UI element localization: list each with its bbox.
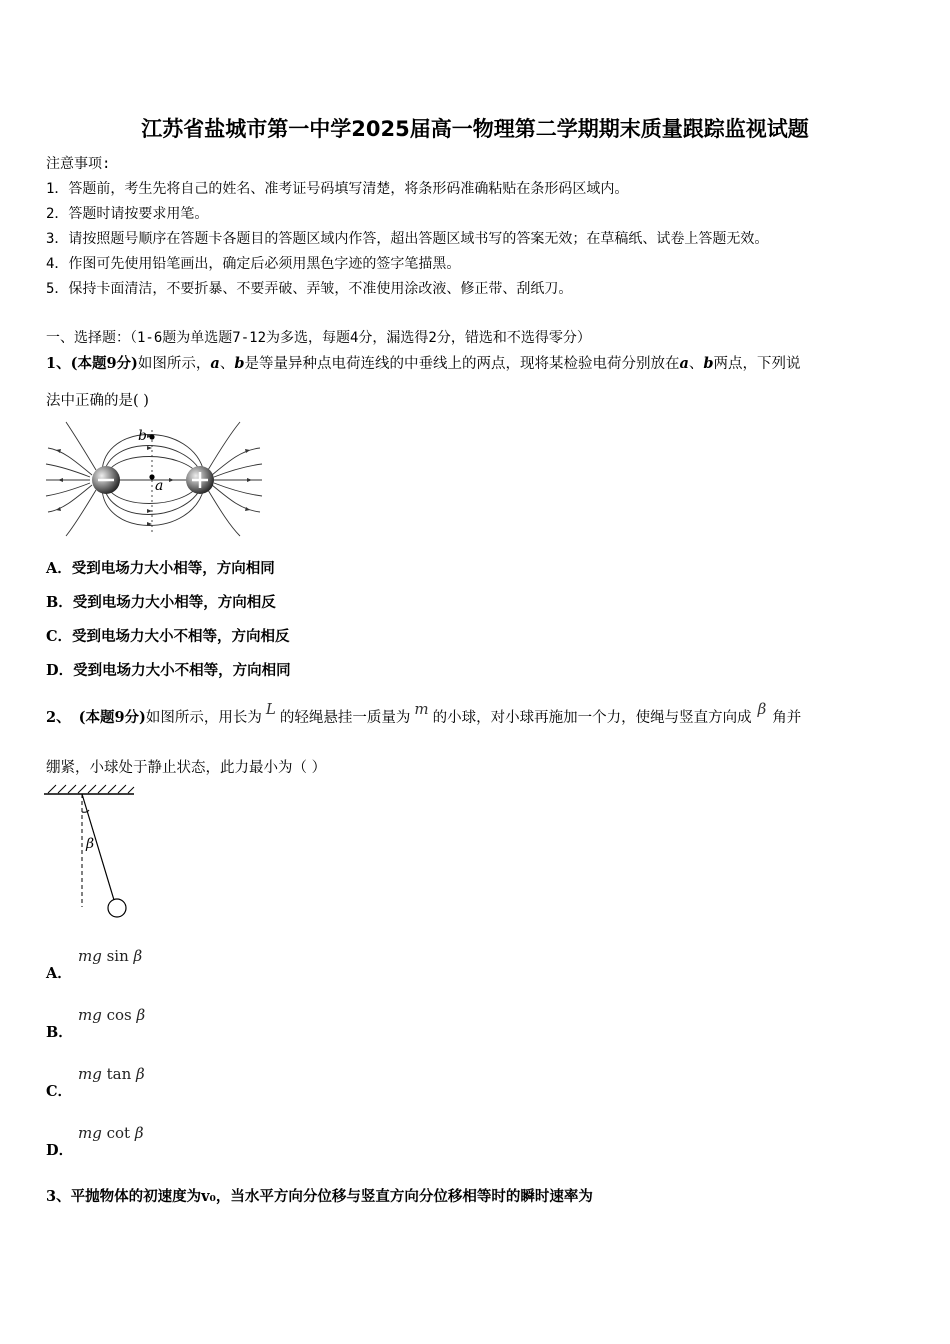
option-d[interactable]: D． [46, 1142, 74, 1159]
option-c[interactable]: C． [46, 1083, 73, 1100]
formula-fn: cos [106, 1006, 132, 1024]
option-a[interactable]: A．受到电场力大小相等，方向相同 [46, 560, 275, 577]
notice-item: 2．答题时请按要求用笔。 [46, 206, 209, 222]
ball [108, 899, 126, 917]
notice-item: 4．作图可先使用铅笔画出，确定后必须用黑色字迹的签字笔描黑。 [46, 256, 461, 272]
electric-field-figure [44, 420, 266, 538]
formula-c [78, 1065, 145, 1083]
section-heading: 一、选择题：（1-6题为单选题7-12为多选，每题4分，漏选得2分，错选和不选得零分） [46, 330, 591, 346]
exam-title: 江苏省盐城市第一中学2025届高一物理第二学期期末质量跟踪监视试题 [141, 117, 809, 141]
formula-beta: β [134, 1124, 144, 1142]
formula-fn: cot [106, 1124, 131, 1142]
formula-beta: β [136, 1006, 146, 1024]
stem-text: 的小球，对小球再施加一个力，使绳与竖直方向成 [432, 710, 752, 726]
notice-item: 1．答题前，考生先将自己的姓名、准考证号码填写清楚，将条形码准确粘贴在条形码区域内。 [46, 181, 629, 197]
formula-mg: mg [78, 1006, 102, 1024]
label-b: b [138, 428, 147, 444]
stem-text: 如图所示，用长为 [145, 710, 262, 726]
stem-text: 的轻绳悬挂一质量为 [279, 710, 411, 726]
var-a: a [679, 355, 689, 372]
question-1-stem-line2: 法中正确的是( ) [46, 393, 149, 409]
point-a [149, 474, 154, 479]
stem-text: 两点，下列说 [713, 356, 801, 372]
question-3-stem: 3、平抛物体的初速度为v₀，当水平方向分位移与竖直方向分位移相等时的瞬时速率为 [46, 1188, 593, 1205]
formula-b [78, 1006, 145, 1024]
var-b: b [703, 355, 714, 372]
formula-a [78, 947, 142, 965]
question-2-stem-line2: 绷紧，小球处于静止状态，此力最小为（ ） [46, 760, 327, 776]
point-b [149, 434, 154, 439]
stem-text: 是等量异种点电荷连线的中垂线上的两点，现将某检验电荷分别放在 [244, 356, 680, 372]
formula-mg: mg [78, 947, 102, 965]
label-beta: β [86, 836, 95, 852]
question-score: (本题9分) [78, 709, 146, 726]
separator: 、 [219, 356, 235, 372]
notice-item: 5．保持卡面清洁，不要折暴、不要弄破、弄皱，不准使用涂改液、修正带、刮纸刀。 [46, 281, 573, 297]
question-2-stem [46, 700, 802, 727]
formula-d [78, 1124, 144, 1142]
symbol-L: L [265, 700, 276, 718]
question-1-stem [46, 352, 801, 373]
stem-text: 如图所示， [137, 356, 211, 372]
notice-heading: 注意事项: [46, 156, 111, 172]
stem-text: 角并 [772, 710, 802, 726]
option-b[interactable]: B．受到电场力大小相等，方向相反 [46, 594, 276, 611]
formula-mg: mg [78, 1124, 102, 1142]
option-c[interactable]: C．受到电场力大小不相等，方向相反 [46, 628, 290, 645]
question-number: 1、 [46, 355, 71, 372]
pendulum-figure [44, 782, 136, 922]
var-b: b [234, 355, 245, 372]
option-a[interactable]: A． [46, 965, 72, 982]
label-a: a [155, 478, 164, 494]
option-d[interactable]: D．受到电场力大小不相等，方向相同 [46, 662, 291, 679]
formula-beta: β [136, 1065, 145, 1083]
formula-fn: sin [106, 947, 129, 965]
formula-beta: β [133, 947, 143, 965]
separator: 、 [688, 356, 704, 372]
formula-mg: mg [78, 1065, 102, 1083]
var-a: a [210, 355, 220, 372]
formula-fn: tan [106, 1065, 132, 1083]
symbol-beta: β [757, 700, 767, 718]
question-number: 2、 [46, 709, 71, 726]
option-b[interactable]: B． [46, 1024, 73, 1041]
question-score: (本题9分) [70, 355, 138, 372]
symbol-m: m [414, 700, 429, 718]
notice-item: 3．请按照题号顺序在答题卡各题目的答题区域内作答，超出答题区域书写的答案无效；在草稿纸、试卷上答题无效。 [46, 231, 769, 247]
